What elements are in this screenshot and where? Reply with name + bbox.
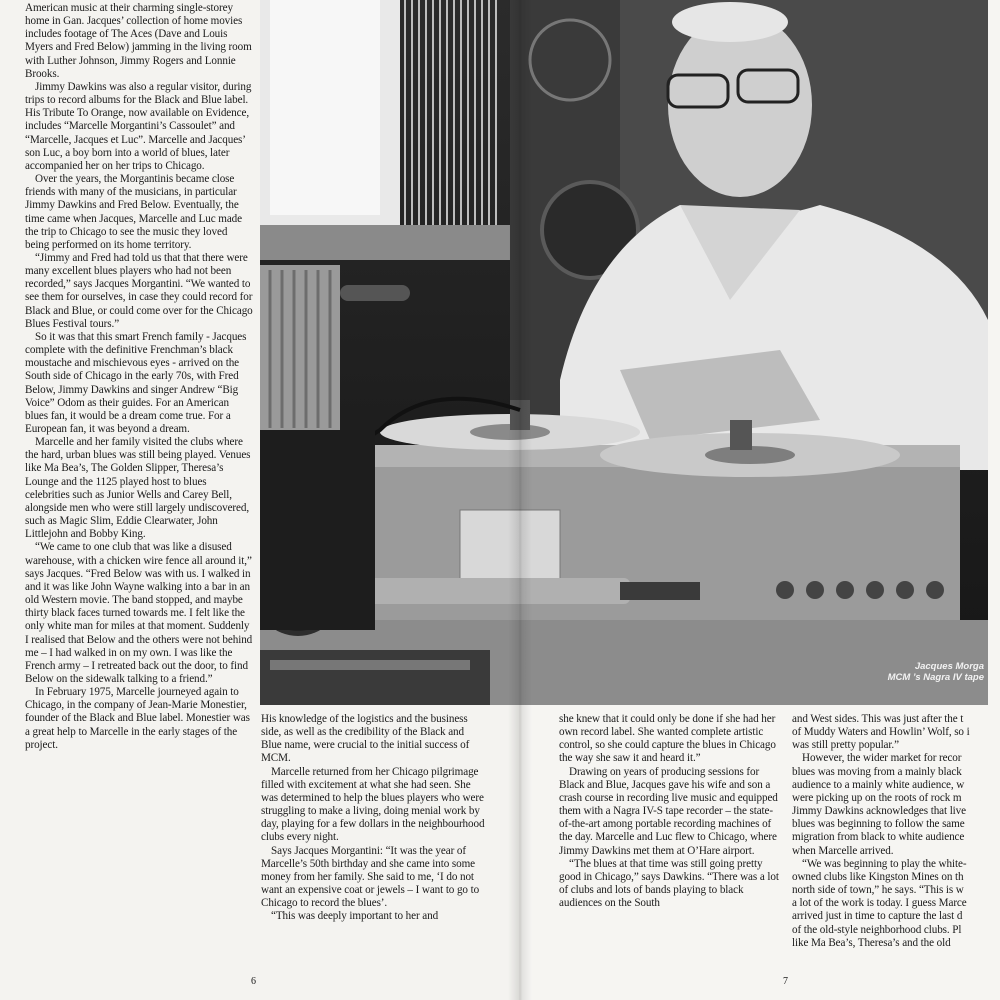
photo-illustration [260, 0, 988, 705]
paragraph: Says Jacques Morgantini: “It was the year of Marcelle’s 50th birthday and she came into some money from her family. She said to me, ‘I do not want an expensive coat or jewels – I want to go to Chicago to record the blues’. [261, 844, 480, 910]
paragraph: arrived just in time to capture the last d [792, 910, 963, 923]
paragraph: of the old-style neighborhood clubs. Pl [792, 923, 962, 936]
paragraph: In February 1975, Marcelle journeyed again to Chicago, in the company of Jean-Marie Monestier, founder of the Black and Blue label. Monestier was a great help to Marcelle in the early stages of the project. [25, 686, 250, 751]
paragraph: blues was moving from a mainly black [792, 765, 962, 778]
paragraph: “We was beginning to play the white- [802, 857, 967, 870]
paragraph: His knowledge of the logistics and the business side, as well as the credibility of the Black and Blue name, were crucial to the initial success of MCM. [261, 713, 470, 765]
paragraph: audience to a mainly white audience, w [792, 778, 965, 791]
paragraph: Over the years, the Morgantinis became close friends with many of the musicians, in particular Jimmy Dawkins and Fred Below. Eventually, the time came when Jacques, Marcelle and Luc made the trip to Chicago to see the music they loved being performed on its home territory. [25, 173, 242, 251]
paragraph: So it was that this smart French family - Jacques complete with the definitive Frenchman’s black moustache and mischievous eyes - arrived on the South side of Chicago in the early 70s, with Fred Below, Jimmy Dawkins and singer Andrew “Big Voice” Odom as their guides. For an American blues fan, it would be a dream come true. For a European fan, it was beyond a dream. [25, 330, 247, 435]
paragraph: “Jimmy and Fred had told us that that there were many excellent blues players who had not been recorded,” says Jacques Morgantini. “We wanted to see them for ourselves, in case they could record for Black and Blue, or could come over for the Chicago Blues Festival tours.” [25, 251, 253, 330]
paragraph: blues was beginning to follow the same [792, 818, 965, 831]
paragraph: owned clubs like Kingston Mines on th [792, 870, 964, 883]
paragraph: of Muddy Waters and Howlin’ Wolf, so i [792, 726, 970, 739]
photo-caption [888, 661, 984, 683]
paragraph: Marcelle and her family visited the clubs where the hard, urban blues was still being played. Venues like Ma Bea’s, The Golden Slipper, Theresa’s Lounge and the 1125 played host to blues celebrities such as Junior Wells and Carey Bell, alongside men who were still largely undiscovered, such as Magic Slim, Eddie Clearwater, John Littlejohn and Bobby King. [25, 436, 251, 541]
paragraph: like Ma Bea’s, Theresa’s and the old [792, 936, 951, 949]
right-text-column-a [559, 713, 781, 910]
paragraph: However, the wider market for recor [802, 752, 962, 765]
paragraph: Jimmy Dawkins was also a regular visitor, during trips to record albums for the Black and Blue label. His Tribute To Orange, now available on Evidence, includes “Marcelle Morgantini’s Cassoulet” and “Marcelle, Jacques et Luc”. Marcelle and Jacques’ son Luc, a boy born into a world of blues, later accompanied her on her trips to Chicago. [25, 80, 252, 172]
caption-line-2: MCM ’s Nagra IV tape [887, 672, 984, 683]
caption-line-1: Jacques Morga [914, 661, 984, 672]
paragraph: north side of town,” he says. “This is w [792, 884, 964, 897]
right-text-column-b [792, 713, 988, 950]
paragraph: and West sides. This was just after the t [792, 713, 964, 725]
paragraph: “The blues at that time was still going pretty good in Chicago,” says Dawkins. “There was a lot of clubs and lots of bands playing to black audiences on the South [559, 857, 779, 910]
left-text-column [25, 2, 253, 752]
paragraph: Jimmy Dawkins acknowledges that live [792, 805, 966, 818]
middle-text-column [261, 713, 487, 924]
page-number-left: 6 [251, 976, 256, 987]
paragraph: American music at their charming single-storey home in Gan. Jacques’ collection of home movies includes footage of The Aces (Dave and Louis Myers and Fred Below) jamming in the living room with Luther Johnson, Jimmy Rogers and Lonnie Brooks. [25, 2, 252, 80]
paragraph: Drawing on years of producing sessions for Black and Blue, Jacques gave his wife and son a crash course in recording live music and equipped them with a Nagra IV-S tape recorder – the state-of-the-art among portable recording machines of the day. Marcelle and Luc flew to Chicago, where Jimmy Dawkins met them at O’Hare airport. [559, 765, 778, 857]
paragraph: were picking up on the roots of rock m [792, 791, 962, 804]
paragraph: she knew that it could only be done if she had her own record label. She wanted complete artistic control, so she could capture the blues in Chicago the way she saw it and heard it.” [559, 713, 776, 765]
paragraph: migration from black to white audience [792, 831, 965, 844]
paragraph: was still pretty popular.” [792, 739, 899, 752]
paragraph: when Marcelle arrived. [792, 844, 894, 857]
page-number-right: 7 [783, 976, 788, 987]
paragraph: “This was deeply important to her and [271, 910, 439, 923]
paragraph: Marcelle returned from her Chicago pilgrimage filled with excitement at what she had seen. She was determined to help the blues players who were struggling to make a living, doing menial work by day, playing for a few dollars in the neighbourhood clubs every night. [261, 765, 485, 844]
paragraph: “We came to one club that was like a disused warehouse, with a chicken wire fence all around it,” says Jacques. “Fred Below was with us. I walked in and it was like John Wayne walking into a bar in an old Western movie. The band stopped, and maybe thirty black faces turned towards me. I felt like the only white man for miles at that moment. Suddenly I realised that Below and the others were not behind me – I had walked in on my own. I was like the French army – I retreated back out the door, to find Below on the sidewalk talking to a friend.” [25, 541, 253, 685]
paragraph: a lot of the work is today. I guess Marce [792, 897, 967, 910]
photo-jacques-morgantini-nagra [260, 0, 988, 705]
